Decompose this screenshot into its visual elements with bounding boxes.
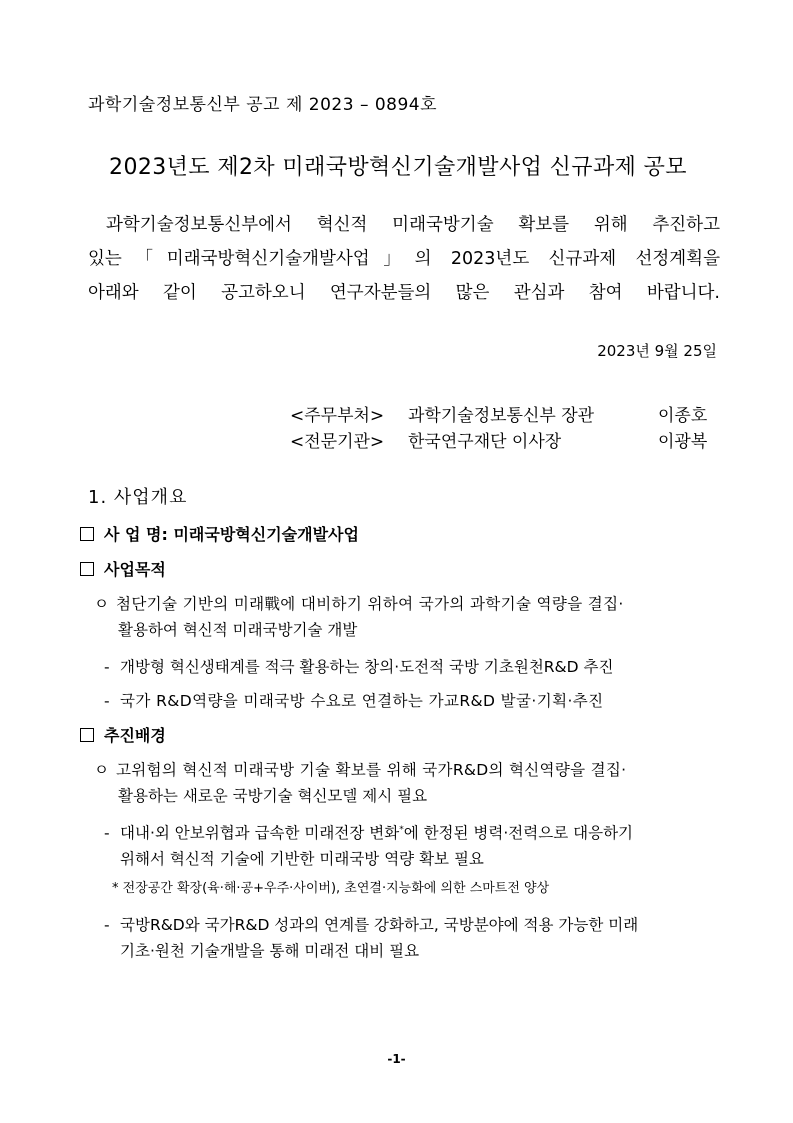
- purpose-main-line2: 활용하여 혁신적 미래국방기술 개발: [118, 621, 358, 639]
- purpose-sub1: - 개방형 혁신생태계를 적극 활용하는 창의·도전적 국방 기초원천R&D 추진: [104, 658, 614, 676]
- org-name: 한국연구재단 이사장: [408, 432, 562, 452]
- org-row-ministry: [290, 403, 722, 429]
- page-number: -1-: [387, 1052, 406, 1066]
- organizations: [290, 403, 722, 455]
- intro-line: 있는「미래국방혁신기술개발사업」의 2023년도 신규과제 선정계획을: [88, 249, 720, 269]
- background-main-line2: 활용하는 새로운 국방기술 혁신모델 제시 필요: [118, 787, 428, 805]
- intro-paragraph: [88, 208, 720, 310]
- intro-line: 과학기술정보통신부에서 혁신적 미래국방기술 확보를 위해 추진하고: [106, 215, 720, 235]
- background-sub2-line2: 기초·원천 기술개발을 통해 미래전 대비 필요: [120, 942, 420, 960]
- notice-number: 과학기술정보통신부 공고 제 2023 – 0894호: [88, 95, 438, 115]
- dash-bullet: -: [104, 824, 110, 842]
- background-footnote: * 전장공간 확장(육·해·공+우주·사이버), 초연결·지능화에 의한 스마트전 양상: [112, 881, 550, 896]
- purpose-sub2: - 국가 R&D역량을 미래국방 수요로 연결하는 가교R&D 발굴·기획·추진: [104, 692, 604, 710]
- project-name-heading: 사 업 명: 미래국방혁신기술개발사업: [80, 522, 359, 545]
- circle-bullet-icon: ㅇ: [94, 595, 109, 613]
- background-main-line1: ㅇ 고위험의 혁신적 미래국방 기술 확보를 위해 국가R&D의 혁신역량을 결집·: [94, 758, 626, 780]
- org-name: 과학기술정보통신부 장관: [408, 406, 595, 426]
- org-role: <주무부처>: [290, 406, 385, 426]
- org-role: <전문기관>: [290, 432, 385, 452]
- notice-date: 2023년 9월 25일: [597, 342, 717, 360]
- dash-bullet: -: [104, 692, 110, 710]
- checkbox-square-icon: [80, 562, 94, 576]
- purpose-heading: 사업목적: [80, 557, 166, 580]
- document-title: 2023년도 제2차 미래국방혁신기술개발사업 신규과제 공모: [109, 155, 687, 180]
- dash-bullet: -: [104, 658, 110, 676]
- circle-bullet-icon: ㅇ: [94, 761, 109, 779]
- purpose-main-line1: ㅇ 첨단기술 기반의 미래戰에 대비하기 위하여 국가의 과학기술 역량을 결집·: [94, 592, 720, 614]
- dash-bullet: -: [104, 916, 110, 934]
- background-sub1-line1: - 대내·외 안보위협과 급속한 미래전장 변화*에 한정된 병력·전력으로 대응하기: [104, 824, 634, 842]
- background-heading: 추진배경: [80, 723, 166, 746]
- org-row-agency: [290, 429, 722, 455]
- background-sub1-line2: 위해서 혁신적 기술에 기반한 미래국방 역량 확보 필요: [120, 850, 484, 868]
- org-head: 이광복: [658, 432, 708, 452]
- intro-line: 아래와 같이 공고하오니 연구자분들의 많은 관심과 참여 바랍니다.: [88, 283, 720, 303]
- section-heading: 1. 사업개요: [88, 487, 188, 508]
- checkbox-square-icon: [80, 527, 94, 541]
- org-head: 이종호: [658, 406, 708, 426]
- checkbox-square-icon: [80, 728, 94, 742]
- background-sub2-line1: - 국방R&D와 국가R&D 성과의 연계를 강화하고, 국방분야에 적용 가능한 미래: [104, 916, 639, 934]
